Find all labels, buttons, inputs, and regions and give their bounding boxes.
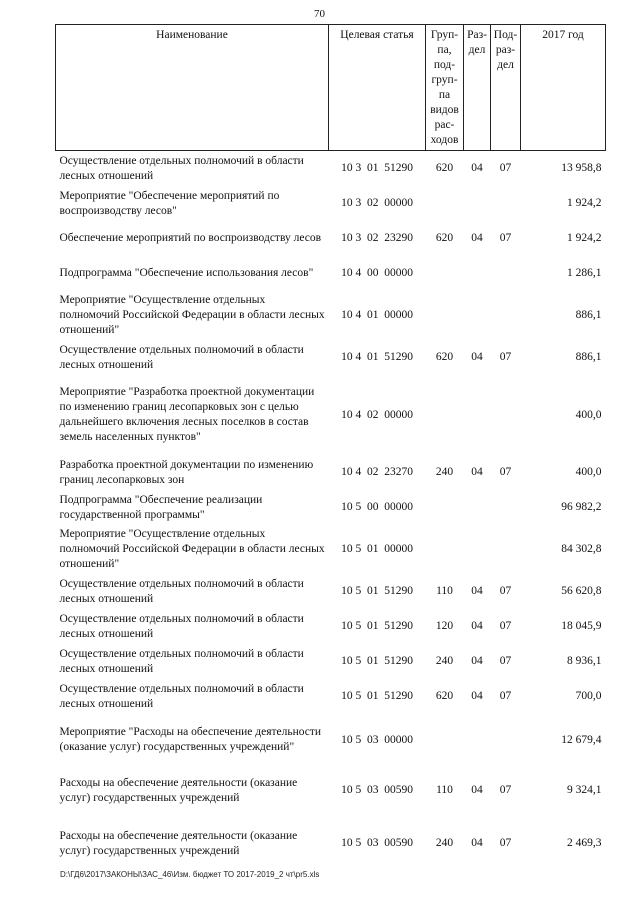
row-expense-group: 240	[435, 466, 454, 478]
row-amount: 1 286,1	[567, 267, 602, 279]
row-expense-group	[426, 525, 464, 574]
row-subsection	[491, 186, 521, 221]
row-amount: 84 302,8	[561, 543, 602, 555]
row-amount: 886,1	[575, 351, 602, 363]
row-target-code: 10 5 03 00590	[341, 837, 413, 849]
row-section: 04	[471, 232, 483, 244]
row-target-code: 10 5 03 00000	[341, 733, 413, 746]
row-target-code: 10 3 02 23290	[341, 232, 413, 244]
header-subsection-line: раз-	[495, 44, 516, 56]
row-section: 04	[471, 620, 483, 632]
table-row	[56, 609, 606, 644]
header-group-line: под-	[433, 59, 456, 71]
row-target-code: 10 3 01 51290	[341, 162, 413, 174]
row-subsection	[491, 525, 521, 574]
header-section	[464, 25, 491, 151]
row-expense-group: 620	[435, 351, 454, 363]
table-row	[56, 291, 606, 340]
row-name: Обеспечение мероприятий по воспроизводству лесов	[59, 232, 322, 244]
row-amount: 13 958,8	[561, 162, 602, 174]
row-target-code: 10 5 00 00000	[341, 501, 413, 513]
table-row	[56, 490, 606, 525]
row-name: Осуществление отдельных полномочий в области лесных отношений	[59, 154, 304, 182]
row-amount: 8 936,1	[567, 655, 602, 667]
table-row	[56, 525, 606, 574]
header-code: Целевая статья	[329, 25, 426, 151]
row-subsection	[491, 291, 521, 340]
row-name: Расходы на обеспечение деятельности (оказание услуг) государственных учреждений	[59, 776, 298, 804]
row-target-code: 10 5 01 51290	[341, 655, 413, 667]
table-row	[56, 221, 606, 256]
row-section	[464, 256, 491, 291]
row-name: Разработка проектной документации по изменению границ лесопарковых зон	[59, 458, 314, 486]
row-expense-group: 240	[435, 837, 454, 849]
row-expense-group: 240	[435, 655, 454, 667]
row-section	[464, 490, 491, 525]
header-group-line: Груп-	[430, 29, 459, 41]
row-target-code: 10 5 01 51290	[341, 690, 413, 702]
table-row	[56, 151, 606, 187]
row-expense-group: 620	[435, 690, 454, 702]
header-subsection	[491, 25, 521, 151]
row-expense-group	[426, 490, 464, 525]
row-section	[464, 186, 491, 221]
row-section: 04	[471, 784, 483, 796]
row-section	[464, 291, 491, 340]
header-name: Наименование	[56, 25, 329, 151]
row-section	[464, 525, 491, 574]
row-amount: 1 924,2	[567, 232, 602, 244]
row-subsection: 07	[499, 162, 512, 174]
row-target-code: 10 5 01 51290	[341, 585, 413, 597]
row-expense-group	[426, 714, 464, 766]
row-section: 04	[471, 162, 483, 174]
row-amount: 1 924,2	[567, 197, 602, 209]
row-target-code: 10 4 01 51290	[341, 351, 413, 363]
row-name: Расходы на обеспечение деятельности (оказание услуг) государственных учреждений	[59, 829, 298, 857]
row-target-code: 10 5 03 00590	[341, 784, 413, 796]
row-section: 04	[471, 466, 483, 478]
row-name: Мероприятие "Осуществление отдельных полномочий Российской Федерации в области лесных отношений"	[59, 528, 325, 570]
row-target-code: 10 3 02 00000	[341, 197, 413, 209]
header-subsection-line: дел	[497, 59, 514, 71]
header-group	[426, 25, 464, 151]
row-expense-group	[426, 186, 464, 221]
row-target-code: 10 5 01 51290	[341, 620, 413, 632]
header-year: 2017 год	[521, 25, 606, 151]
row-name: Мероприятие "Обеспечение мероприятий по воспроизводству лесов"	[59, 189, 280, 217]
row-subsection: 07	[499, 655, 512, 667]
row-name: Мероприятие "Разработка проектной документации по изменению границ лесопарковых зон с целью дальнейшего включения лесных поселков в состав земель населенных пунктов"	[59, 386, 315, 443]
row-expense-group: 120	[435, 620, 454, 632]
table-row	[56, 375, 606, 455]
table-row	[56, 455, 606, 490]
row-amount: 12 679,4	[561, 733, 602, 746]
table-row	[56, 766, 606, 815]
row-name: Мероприятие "Расходы на обеспечение деятельности (оказание услуг) государственных учреждений"	[59, 726, 322, 753]
page-number: 70	[314, 8, 325, 20]
row-subsection	[491, 256, 521, 291]
row-expense-group	[426, 375, 464, 455]
row-section: 04	[471, 351, 483, 363]
header-subsection-line: Под-	[493, 29, 518, 41]
row-name: Осуществление отдельных полномочий в области лесных отношений	[59, 343, 304, 371]
row-subsection: 07	[499, 351, 512, 363]
table-header-row	[56, 25, 606, 151]
table-row	[56, 815, 606, 872]
row-target-code: 10 4 01 00000	[341, 309, 413, 321]
table-row	[56, 714, 606, 766]
row-name: Осуществление отдельных полномочий в области лесных отношений	[59, 647, 304, 675]
row-amount: 700,0	[575, 690, 602, 702]
row-expense-group	[426, 291, 464, 340]
row-target-code: 10 5 01 00000	[341, 543, 413, 555]
row-amount: 96 982,2	[561, 501, 602, 513]
row-amount: 18 045,9	[561, 620, 602, 632]
row-subsection: 07	[499, 620, 512, 632]
row-subsection	[491, 490, 521, 525]
row-section: 04	[471, 690, 483, 702]
table-row	[56, 256, 606, 291]
row-expense-group: 110	[436, 784, 453, 796]
header-group-line: рас-	[434, 119, 455, 131]
header-section-line: Раз-	[467, 29, 487, 41]
header-group-line: па,	[437, 44, 452, 56]
row-expense-group: 620	[435, 162, 454, 174]
row-name: Осуществление отдельных полномочий в области лесных отношений	[59, 682, 304, 710]
file-path-footer: D:\ГД6\2017\ЗАКОНЫ\ЗАС_46\Изм. бюджет ТО 2017-2019_2 чт\pr5.xls	[60, 870, 320, 879]
row-target-code: 10 4 00 00000	[341, 267, 413, 279]
row-target-code: 10 4 02 00000	[341, 408, 413, 421]
row-name: Подпрограмма "Обеспечение использования лесов"	[59, 267, 314, 279]
row-subsection: 07	[499, 837, 512, 849]
table-row	[56, 644, 606, 679]
row-amount: 2 469,3	[567, 837, 602, 849]
table-row	[56, 186, 606, 221]
row-amount: 400,0	[575, 408, 602, 421]
row-name: Мероприятие "Осуществление отдельных полномочий Российской Федерации в области лесных отношений"	[59, 294, 325, 336]
row-section	[464, 714, 491, 766]
budget-table	[55, 24, 606, 872]
table-row	[56, 340, 606, 375]
row-expense-group	[426, 256, 464, 291]
row-subsection	[491, 375, 521, 455]
header-section-line: дел	[468, 44, 486, 56]
table-body	[56, 151, 606, 873]
row-expense-group: 110	[436, 585, 453, 597]
row-section: 04	[471, 837, 483, 849]
row-section: 04	[471, 655, 483, 667]
row-subsection	[491, 714, 521, 766]
row-subsection: 07	[499, 466, 512, 478]
row-target-code: 10 4 02 23270	[341, 466, 413, 478]
table-row	[56, 574, 606, 609]
table-row	[56, 679, 606, 714]
row-subsection: 07	[499, 585, 512, 597]
row-section: 04	[471, 585, 483, 597]
row-amount: 56 620,8	[561, 585, 602, 597]
row-section	[464, 375, 491, 455]
row-amount: 9 324,1	[567, 784, 602, 796]
row-subsection: 07	[499, 232, 512, 244]
row-subsection: 07	[499, 690, 512, 702]
row-name: Осуществление отдельных полномочий в области лесных отношений	[59, 612, 304, 640]
row-amount: 886,1	[575, 309, 602, 321]
row-subsection: 07	[499, 784, 512, 796]
row-expense-group: 620	[435, 232, 454, 244]
header-group-line: па	[438, 89, 451, 101]
row-name: Подпрограмма "Обеспечение реализации государственной программы"	[59, 493, 263, 521]
header-group-line: ходов	[430, 134, 459, 146]
header-group-line: видов	[430, 104, 459, 116]
header-group-line: груп-	[431, 74, 458, 86]
row-name: Осуществление отдельных полномочий в области лесных отношений	[59, 577, 304, 605]
row-amount: 400,0	[575, 466, 602, 478]
